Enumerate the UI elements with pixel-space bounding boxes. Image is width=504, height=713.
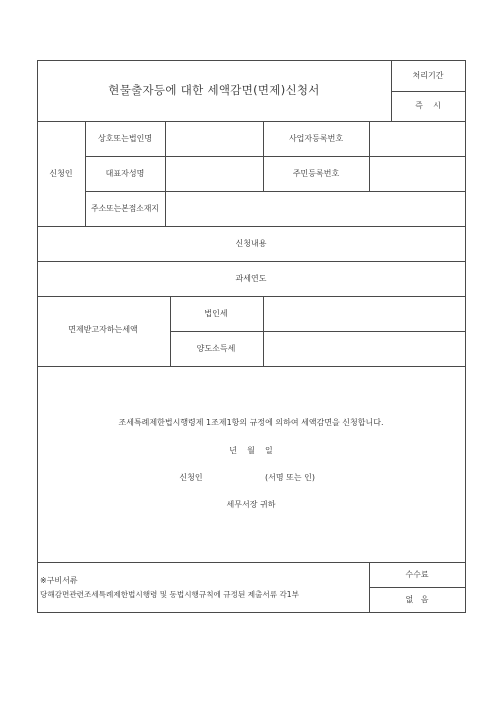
transfer-income-tax-label: 양도소득세: [196, 344, 236, 353]
application-header-line: [37, 261, 466, 262]
applicant-row-line-1: [85, 156, 466, 157]
address-label: 주소또는본점소재지: [91, 204, 159, 213]
tax-year-label: 과세연도: [235, 274, 267, 283]
declaration-applicant-label: 신청인: [179, 473, 203, 482]
header-bottom-line: [37, 121, 466, 122]
form-title: 현물출자등에 대한 세액감면(면제)신청서: [108, 83, 320, 97]
corporate-tax-label: 법인세: [204, 309, 228, 318]
declaration-date-line: 년 월 일: [229, 446, 273, 455]
declaration-statement: 조세특례제한법시행령제 1조제1항의 규정에 의하여 세액감면을 신청합니다.: [118, 418, 384, 427]
resident-reg-no-label: 주민등록번호: [292, 169, 340, 178]
processing-period-value: 즉 시: [415, 101, 441, 110]
form-border-top: [37, 60, 466, 61]
applicant-field-divider: [165, 121, 166, 226]
application-section-label: 신청내용: [235, 239, 267, 248]
signature-label: (서명 또는 인): [265, 473, 315, 482]
form-border-right: [465, 60, 466, 613]
processing-period-label: 처리기간: [412, 71, 444, 80]
tax-year-bottom-line: [37, 296, 466, 297]
representative-field[interactable]: [170, 169, 260, 183]
business-reg-no-label: 사업자등록번호: [288, 134, 344, 143]
processing-period-divider: [391, 91, 466, 92]
fee-label: 수수료: [405, 570, 429, 579]
exempt-tax-row-line: [170, 331, 466, 332]
footer-top-line: [37, 562, 466, 563]
business-reg-no-field[interactable]: [374, 134, 462, 148]
corporate-tax-field[interactable]: [268, 309, 462, 323]
form-border-bottom: [37, 612, 466, 613]
company-name-field[interactable]: [170, 134, 260, 148]
attachments-text: 당해감면관련조세특례제한법시행령 및 동법시행규칙에 규정된 제출서류 각1부: [40, 590, 299, 599]
exempt-tax-label: 면제받고자하는세액: [68, 325, 138, 334]
applicant-section-label: 신청인: [49, 169, 73, 178]
representative-label: 대표자성명: [105, 169, 145, 178]
addressee: 세무서장 귀하: [226, 500, 276, 509]
applicant-label-divider: [85, 121, 86, 226]
applicant-row-line-2: [85, 191, 466, 192]
applicant-bottom-line: [37, 226, 466, 227]
resident-reg-no-field[interactable]: [374, 169, 462, 183]
company-name-label: 상호또는법인명: [97, 134, 153, 143]
address-field[interactable]: [170, 204, 460, 218]
fee-row-line: [369, 587, 466, 588]
fee-value: 없 음: [405, 595, 429, 604]
form-border-left: [37, 60, 38, 613]
attachments-title: ※구비서류: [40, 576, 78, 585]
transfer-income-tax-field[interactable]: [268, 344, 462, 358]
exempt-tax-bottom-line: [37, 366, 466, 367]
